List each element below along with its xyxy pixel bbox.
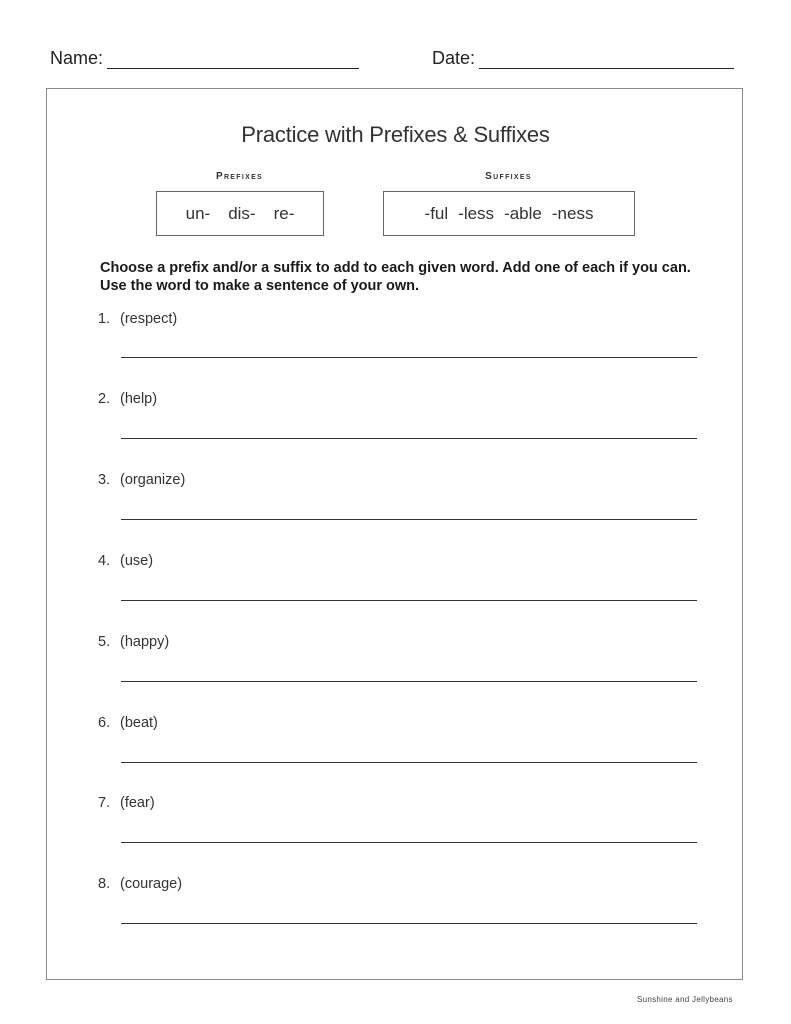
suffix-word-bank	[383, 191, 635, 236]
suffix-item: -less	[458, 203, 495, 223]
prefix-word-bank	[156, 191, 324, 236]
question-item	[98, 391, 157, 407]
question-word: (happy)	[120, 634, 170, 650]
question-word: (fear)	[120, 795, 155, 811]
question-number: 3.	[98, 472, 111, 488]
question-number: 8.	[98, 876, 111, 892]
answer-line[interactable]	[121, 681, 697, 682]
prefixes-caption: Prefixes	[215, 171, 264, 182]
answer-line[interactable]	[121, 519, 697, 520]
answer-line[interactable]	[121, 762, 697, 763]
question-word: (organize)	[120, 472, 186, 488]
question-word: (beat)	[120, 715, 158, 731]
question-word: (help)	[120, 391, 158, 407]
suffixes-caption: Suffixes	[485, 171, 532, 182]
question-item	[98, 553, 153, 569]
name-field[interactable]	[50, 48, 359, 69]
answer-line[interactable]	[121, 438, 697, 439]
question-word: (courage)	[120, 876, 183, 892]
suffix-item: -ful	[424, 203, 449, 223]
question-word: (respect)	[120, 311, 178, 327]
prefix-item: dis-	[228, 203, 256, 223]
question-item	[98, 472, 185, 488]
name-input-line[interactable]	[107, 50, 359, 69]
name-label: Name:	[50, 48, 104, 68]
answer-line[interactable]	[121, 600, 697, 601]
question-number: 7.	[98, 795, 111, 811]
question-item	[98, 876, 182, 892]
question-item	[98, 715, 158, 731]
instructions: Choose a prefix and/or a suffix to add to each given word. Add one of each if you can. Use the word to make a sentence of your own.	[100, 260, 691, 294]
suffix-item: -ness	[551, 203, 594, 223]
question-number: 2.	[98, 391, 111, 407]
question-word: (use)	[120, 553, 154, 569]
worksheet-title: Practice with Prefixes & Suffixes	[241, 122, 550, 147]
answer-line[interactable]	[121, 842, 697, 843]
question-number: 6.	[98, 715, 111, 731]
question-item	[98, 795, 155, 811]
suffix-item: -able	[504, 203, 542, 223]
date-field[interactable]	[432, 48, 734, 69]
answer-line[interactable]	[121, 357, 697, 358]
prefix-item: un-	[185, 203, 211, 223]
date-input-line[interactable]	[479, 50, 734, 69]
question-number: 1.	[98, 311, 111, 327]
footer-credit: Sunshine and Jellybeans	[637, 995, 733, 1004]
question-number: 5.	[98, 634, 111, 650]
question-item	[98, 311, 177, 327]
date-label: Date:	[432, 48, 476, 68]
prefix-item: re-	[273, 203, 295, 223]
answer-line[interactable]	[121, 923, 697, 924]
question-number: 4.	[98, 553, 111, 569]
question-item	[98, 634, 169, 650]
